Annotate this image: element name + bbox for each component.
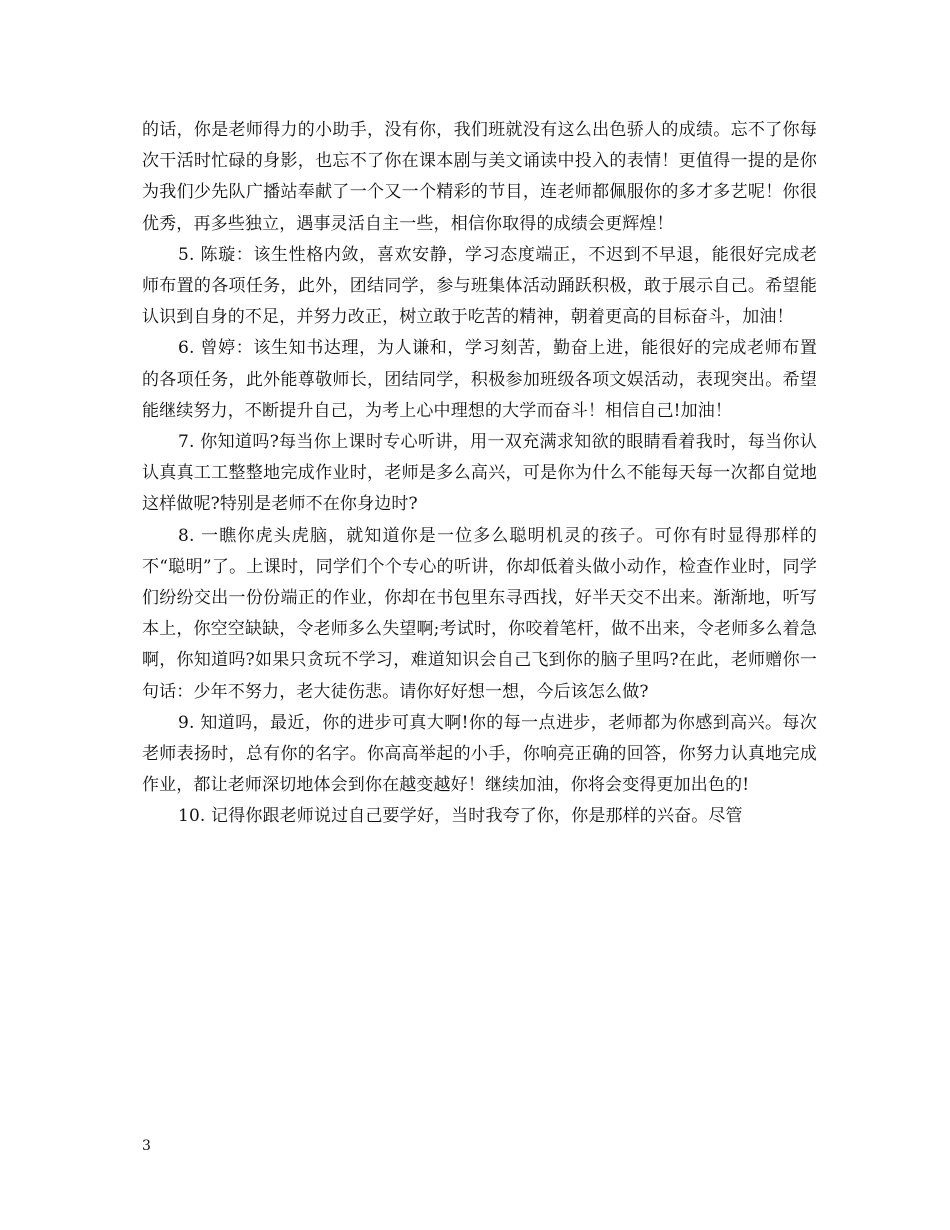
- paragraph-continuation: 的话，你是老师得力的小助手，没有你，我们班就没有这么出色骄人的成绩。忘不了你每次干活时忙碌的身影，也忘不了你在课本剧与美文诵读中投入的表情！更值得一提的是你为我们少先队广播站奉献了一个又一个精彩的节目，连老师都佩服你的多才多艺呢！你很优秀，再多些独立，遇事灵活自主一些，相信你取得的成绩会更辉煌！: [142, 120, 817, 234]
- page-number: 3: [142, 1138, 151, 1154]
- paragraph-item-7: 7. 你知道吗?每当你上课时专心听讲，用一双充满求知欲的眼睛看着我时，每当你认认真真工工整整地完成作业时，老师是多么高兴，可是你为什么不能每天每一次都自觉地这样做呢?特别是老师不在你身边时?: [142, 432, 817, 515]
- document-body: [142, 115, 817, 833]
- paragraph-item-8: 8. 一瞧你虎头虎脑，就知道你是一位多么聪明机灵的孩子。可你有时显得那样的不“聪明”了。上课时，同学们个个专心的听讲，你却低着头做小动作，检查作业时，同学们纷纷交出一份份端正的作业，你却在书包里东寻西找，好半天交不出来。渐渐地，听写本上，你空空缺缺，令老师多么失望啊;考试时，你咬着笔杆，做不出来，令老师多么着急啊，你知道吗?如果只贪玩不学习，难道知识会自己飞到你的脑子里吗?在此，老师赠你一句话：少年不努力，老大徒伤悲。请你好好想一想，今后该怎么做?: [142, 525, 817, 702]
- paragraph-item-6: 6. 曾婷：该生知书达理，为人谦和，学习刻苦，勤奋上进，能很好的完成老师布置的各项任务，此外能尊敬师长，团结同学，积极参加班级各项文娱活动，表现突出。希望能继续努力，不断提升自己，为考上心中理想的大学而奋斗！相信自己!加油！: [142, 338, 817, 421]
- paragraph-item-10: 10. 记得你跟老师说过自己要学好，当时我夸了你，你是那样的兴奋。尽管: [178, 806, 743, 827]
- paragraph-item-5: 5. 陈璇：该生性格内敛，喜欢安静，学习态度端正，不迟到不早退，能很好完成老师布置的各项任务，此外，团结同学，参与班集体活动踊跃积极，敢于展示自己。希望能认识到自身的不足，并努力改正，树立敢于吃苦的精神，朝着更高的目标奋斗，加油！: [142, 244, 817, 328]
- paragraph-item-9: 9. 知道吗，最近，你的进步可真大啊!你的每一点进步，老师都为你感到高兴。每次老师表扬时，总有你的名字。你高高举起的小手，你响亮正确的回答，你努力认真地完成作业，都让老师深切地体会到你在越变越好！继续加油，你将会变得更加出色的!: [142, 712, 817, 796]
